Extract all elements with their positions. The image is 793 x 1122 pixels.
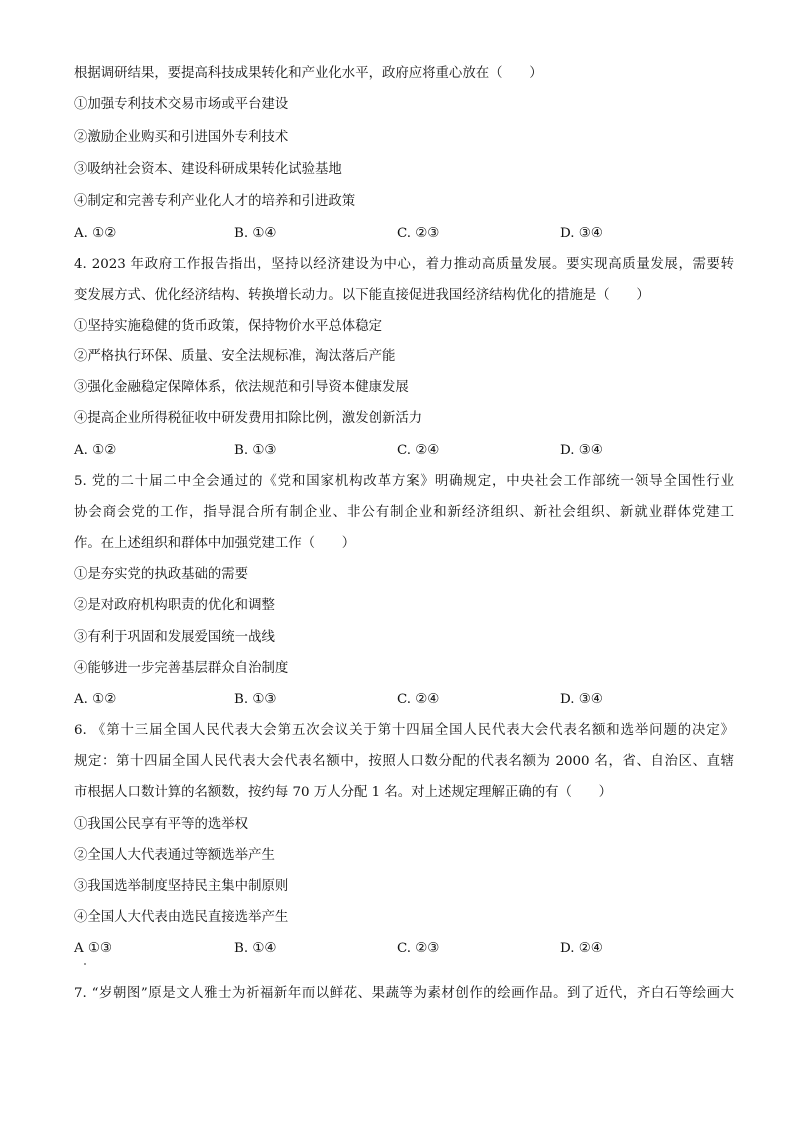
q3-item-2: ②激励企业购买和引进国外专利技术: [74, 130, 289, 145]
q6-option-c: C. ②③: [397, 941, 440, 956]
q3-option-a: A. ①②: [74, 226, 117, 241]
q5-stem-line-3: 作。在上述组织和群体中加强党建工作（ ）: [74, 536, 356, 551]
q5-item-4: ④能够进一步完善基层群众自治制度: [74, 661, 289, 676]
q4-option-b: B. ①③: [234, 443, 277, 458]
q5-options: [74, 691, 734, 709]
q5-item-1: ①是夯实党的执政基础的需要: [74, 567, 249, 582]
q4-options: [74, 442, 734, 460]
q4-item-2: ②严格执行环保、质量、安全法规标准，淘汰落后产能: [74, 349, 396, 364]
q4-option-d: D. ③④: [560, 443, 603, 458]
q3-item-3: ③吸纳社会资本、建设科研成果转化试验基地: [74, 162, 342, 177]
q6-stem-line-3: 市根据人口数计算的名额数，按约每 70 万人分配 1 名。对上述规定理解正确的有（ ）: [74, 785, 613, 800]
q3-option-d: D. ③④: [560, 226, 603, 241]
stray-dot: [84, 963, 86, 965]
q5-option-d: D. ③④: [560, 692, 603, 707]
q4-option-c: C. ②④: [397, 443, 440, 458]
q7-stem-line-1: 7. “岁朝图”原是文人雅士为祈福新年而以鲜花、果蔬等为素材创作的绘画作品。到了近代，齐白石等绘画大: [74, 986, 734, 1001]
q5-option-c: C. ②④: [397, 692, 440, 707]
q3-item-1: ①加强专利技术交易市场或平台建设: [74, 97, 289, 112]
q3-option-b: B. ①④: [234, 226, 277, 241]
q5-option-b: B. ①③: [234, 692, 277, 707]
q5-item-2: ②是对政府机构职责的优化和调整: [74, 598, 275, 613]
q4-item-1: ①坚持实施稳健的货币政策，保持物价水平总体稳定: [74, 319, 382, 334]
q4-option-a: A. ①②: [74, 443, 117, 458]
q6-item-1: ①我国公民享有平等的选举权: [74, 817, 249, 832]
q4-item-4: ④提高企业所得税征收中研发费用扣除比例，激发创新活力: [74, 411, 423, 426]
q4-stem-line-2: 变发展方式、优化经济结构、转换增长动力。以下能直接促进我国经济结构优化的措施是（ ）: [74, 288, 650, 303]
q5-option-a: A. ①②: [74, 692, 117, 707]
q6-stem-line-1: 6. 《第十三届全国人民代表大会第五次会议关于第十四届全国人民代表大会代表名额和选举问题的决定》: [74, 723, 734, 738]
q6-item-4: ④全国人大代表由选民直接选举产生: [74, 910, 289, 925]
q3-stem: 根据调研结果，要提高科技成果转化和产业化水平，政府应将重心放在（ ）: [74, 66, 543, 81]
q3-item-4: ④制定和完善专利产业化人才的培养和引进政策: [74, 194, 356, 209]
q4-item-3: ③强化金融稳定保障体系，依法规范和引导资本健康发展: [74, 380, 409, 395]
q5-stem-line-1: 5. 党的二十届二中全会通过的《党和国家机构改革方案》明确规定，中央社会工作部统一领导全国性行业: [74, 474, 734, 489]
q6-item-2: ②全国人大代表通过等额选举产生: [74, 848, 275, 863]
q6-option-b: B. ①④: [234, 941, 277, 956]
q3-options: [74, 225, 734, 243]
q6-item-3: ③我国选举制度坚持民主集中制原则: [74, 879, 289, 894]
q5-item-3: ③有利于巩固和发展爱国统一战线: [74, 630, 275, 645]
q3-option-c: C. ②③: [397, 226, 440, 241]
q6-option-a: A ①③: [74, 941, 112, 956]
q6-option-d: D. ②④: [560, 941, 603, 956]
q6-stem-line-2: 规定：第十四届全国人民代表大会代表名额中，按照人口数分配的代表名额为 2000 名，省、自治区、直辖: [74, 754, 734, 769]
q4-stem-line-1: 4. 2023 年政府工作报告指出，坚持以经济建设为中心，着力推动高质量发展。要实现高质量发展，需要转: [74, 257, 734, 272]
q6-options: [74, 940, 734, 958]
q5-stem-line-2: 协会商会党的工作，指导混合所有制企业、非公有制企业和新经济组织、新社会组织、新就业群体党建工: [74, 505, 734, 520]
